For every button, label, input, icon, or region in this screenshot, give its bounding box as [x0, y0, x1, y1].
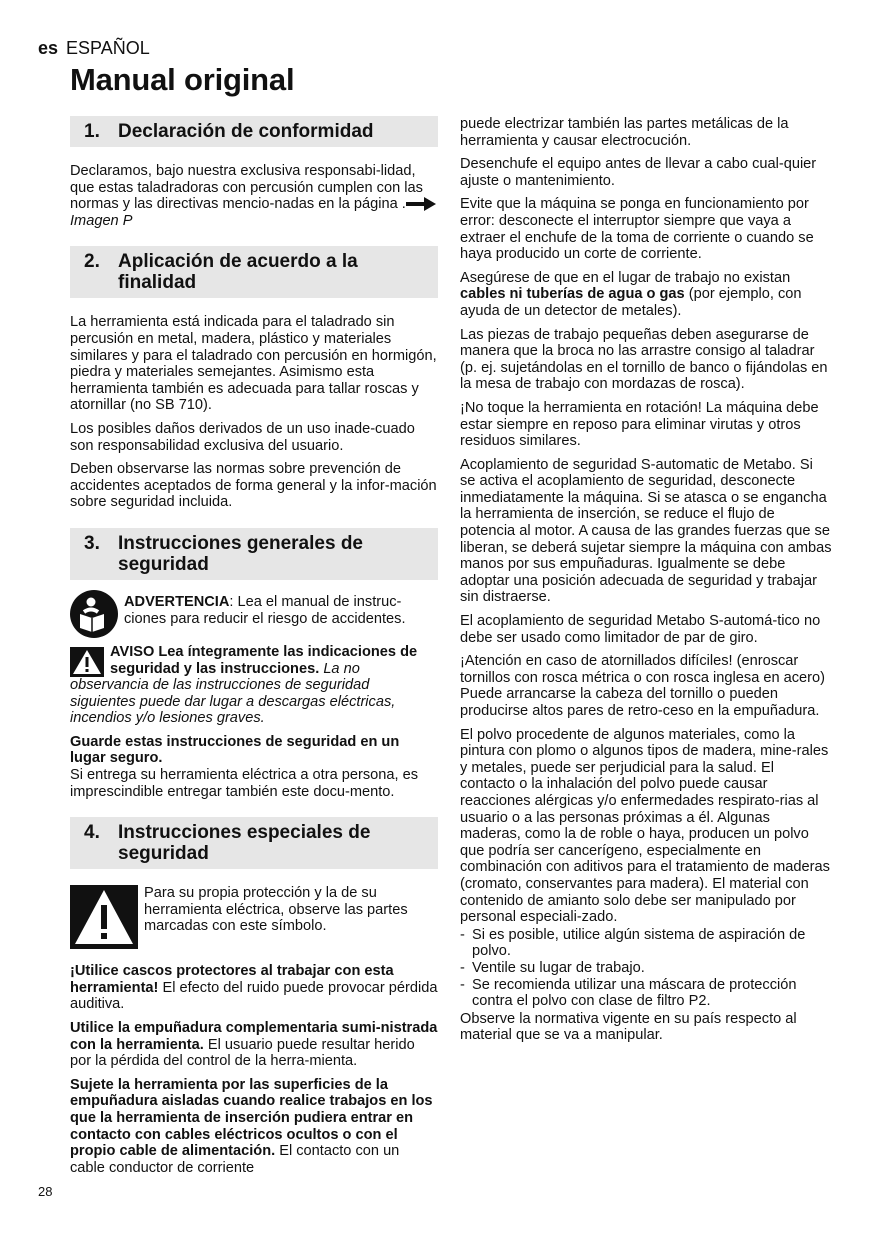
text: El usuario puede resultar herido por la pérdida del control de la herra-mienta. — [70, 1036, 415, 1070]
paragraph: ¡Atención en caso de atornillados difíciles! (enroscar tornillos con rosca métrica o con rosca inglesa en acero) Puede arrancarse la cabeza del tornillo o pueden producirse altos pares de retro-ceso en la empuñadura. — [460, 653, 826, 719]
paragraph — [70, 1077, 438, 1177]
language-header — [38, 38, 150, 59]
text: (por ejemplo, con ayuda de un detector de metales). — [460, 286, 802, 319]
bullet: - — [460, 976, 465, 993]
page-number: 28 — [38, 1184, 53, 1199]
aviso-paragraph — [70, 644, 438, 727]
section-number: 1. — [84, 121, 100, 142]
section-title: Aplicación de acuerdo a la finalidad — [118, 251, 358, 294]
advertencia-label: ADVERTENCIA — [124, 593, 230, 610]
paragraph: puede electrizar también las partes metálicas de la herramienta y causar electrocución. — [460, 116, 789, 149]
bold-text: Sujete la herramienta por las superficies de la empuñadura aisladas cuando realice trabajos en los que la herramienta de inserción pudiera entrar en contacto con cables eléctricos ocultos o con el propio cable de alimentación. — [70, 1076, 433, 1160]
guarde-bold: Guarde estas instrucciones de seguridad en un lugar seguro. — [70, 733, 400, 767]
advertencia-block — [70, 590, 438, 638]
read-manual-icon — [70, 590, 118, 638]
warning-icon — [70, 647, 104, 677]
section-4-heading — [70, 817, 438, 869]
bullet: - — [460, 959, 465, 976]
paragraph: Observe la normativa vigente en su país respecto al material que se va a manipular. — [460, 1010, 797, 1044]
advertencia-text: : Lea el manual de instruc-ciones para reducir el riesgo de accidentes. — [124, 593, 406, 627]
section-title: Instrucciones generales de seguridad — [118, 532, 363, 575]
paragraph: El acoplamiento de seguridad Metabo S-automá-tico no debe ser usado como limitador de par de giro. — [460, 613, 821, 646]
section-title: Instrucciones especiales de seguridad — [118, 822, 371, 865]
section-1-heading — [70, 116, 438, 147]
paragraph: Las piezas de trabajo pequeñas deben asegurarse de manera que la broca no las arrastre consigo al taladrar (p. ej. sujetándolas en el tornillo de banco o fijándolas en la mesa de trabajo con mordazas de rosca). — [460, 326, 828, 393]
bold-text: ¡Utilice cascos protectores al trabajar con esta herramienta! — [70, 963, 394, 996]
list-text: Se recomienda utilizar una máscara de protección contra el polvo con clase de filtro P2. — [472, 976, 797, 1010]
section-number: 2. — [84, 251, 100, 273]
paragraph — [460, 270, 832, 320]
section-2-heading — [70, 246, 438, 298]
right-column — [460, 116, 832, 1051]
section-number: 4. — [84, 822, 100, 844]
symbol-note-block — [70, 885, 438, 949]
paragraph: El polvo procedente de algunos materiales, como la pintura con plomo o algunos tipos de madera, mine-rales y metales, puede ser perjudicial para la salud. El contacto o la inhalación del polvo puede causar reacciones alérgicas y/o enfermedades respirato-rias al usuario o a las personas próximas a él. Algunas maderas, como la de roble o haya, producen un polvo que podría ser cancerígeno, especialmente en combinación con aditivos para el tratamiento de maderas (cromato, conservantes para madera). El material con contenido de amianto solo debe ser manipulado por personal especiali-zado. — [460, 726, 830, 926]
page-title: Manual original — [70, 62, 295, 97]
image-reference: Imagen P — [70, 212, 133, 229]
lang-code: es — [38, 38, 59, 58]
section-3-heading — [70, 528, 438, 580]
guarde-text: Si entrega su herramienta eléctrica a otra persona, es imprescindible entregar también este docu-mento. — [70, 767, 419, 800]
aviso-text: La no observancia de las instrucciones de seguridad siguientes puede dar lugar a descargas eléctricas, incendios y/o lesiones graves. — [70, 660, 396, 727]
list-item — [460, 960, 832, 977]
text: Asegúrese de que en el lugar de trabajo no existan — [460, 269, 791, 286]
symbol-note: Para su propia protección y la de su herramienta eléctrica, observe las partes marcadas con este símbolo. — [144, 885, 408, 935]
text: El contacto con un cable conductor de corriente — [70, 1143, 400, 1176]
lang-name: ESPAÑOL — [66, 38, 150, 58]
list-text: Ventile su lugar de trabajo. — [472, 959, 645, 976]
warning-icon — [70, 885, 138, 949]
bold-text: cables ni tuberías de agua o gas — [460, 286, 685, 303]
paragraph: Deben observarse las normas sobre prevención de accidentes aceptados de forma general y la infor-mación sobre seguridad incluida. — [70, 461, 437, 511]
paragraph: Desenchufe el equipo antes de llevar a cabo cual-quier ajuste o mantenimiento. — [460, 156, 817, 189]
bold-text: Utilice la empuñadura complementaria sumi-nistrada con la herramienta. — [70, 1020, 438, 1053]
paragraph: ¡No toque la herramienta en rotación! La máquina debe estar siempre en reposo para eliminar virutas y otros residuos similares. — [460, 399, 819, 450]
text: El efecto del ruido puede provocar pérdida auditiva. — [70, 979, 438, 1013]
list-item — [460, 927, 832, 960]
conformity-text: Declaramos, bajo nuestra exclusiva responsabi-lidad, que estas taladradoras con percusión cumplen con las normas y las directivas mencio-nadas en la página . — [70, 163, 423, 213]
paragraph — [70, 963, 438, 1013]
list-item — [460, 977, 832, 1010]
section-number: 3. — [84, 532, 100, 554]
paragraph: Evite que la máquina se ponga en funcionamiento por error: desconecte el interruptor siempre que vaya a extraer el enchufe de la toma de corriente o cuando se haya producido un corte de corriente. — [460, 196, 814, 263]
paragraph: La herramienta está indicada para el taladrado sin percusión en metal, madera, plástico y materiales similares y para el taladrado con percusión en hormigón, piedra y materiales semejantes. Asimismo esta herramienta también es adecuada para tallar roscas y atornillar (no SB 710). — [70, 314, 437, 414]
section-title: Declaración de conformidad — [118, 121, 374, 142]
aviso-label: AVISO Lea íntegramente las indicaciones de seguridad y las instrucciones. — [110, 643, 418, 677]
bullet: - — [460, 926, 465, 943]
guarde-paragraph — [70, 734, 438, 800]
paragraph: Acoplamiento de seguridad S-automatic de Metabo. Si se activa el acoplamiento de seguridad, desconecte inmediatamente la máquina. Si se atasca o se engancha la herramienta de inserción, se reduce el flujo de potencia al motor. A causa de las grandes fuerzas que se liberan, se deberá sujetar siempre la máquina con ambas manos por sus empuñaduras. Igualmente se debe adoptar una posición adecuada de seguridad y trabajar sin distraerse. — [460, 456, 832, 606]
list-text: Si es posible, utilice algún sistema de aspiración de polvo. — [472, 926, 806, 960]
left-column — [70, 116, 438, 1183]
arrow-right-icon — [406, 197, 436, 211]
paragraph — [70, 1020, 438, 1070]
conformity-paragraph — [70, 163, 438, 229]
paragraph: Los posibles daños derivados de un uso inade-cuado son responsabilidad exclusiva del usuario. — [70, 420, 415, 454]
